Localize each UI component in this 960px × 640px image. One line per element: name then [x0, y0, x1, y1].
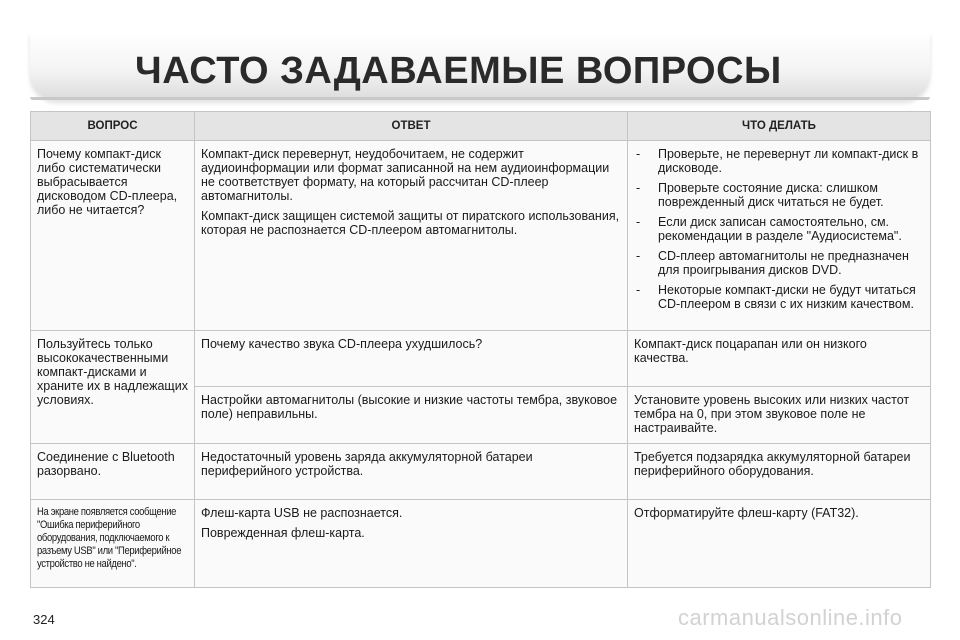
answer-cell: Настройки автомагнитолы (высокие и низкие частоты тембра, звуковое поле) неправильны. [195, 387, 628, 444]
page-number: 324 [33, 612, 55, 627]
question-cell: Почему компакт-диск либо систематически выбрасывается дисководом CD-плеера, либо не читается? [31, 141, 195, 331]
action-list [634, 147, 924, 311]
list-item: - Проверьте состояние диска: слишком поврежденный диск читаться не будет. [636, 181, 884, 209]
answer-paragraph: Флеш-карта USB не распознается. [201, 506, 403, 520]
action-cell [628, 141, 931, 331]
action-cell: Требуется подзарядка аккумуляторной батареи периферийного оборудования. [628, 444, 931, 500]
table-row [31, 331, 931, 387]
action-cell: Отформатируйте флеш-карту (FAT32). [628, 500, 931, 588]
table-row [31, 444, 931, 500]
column-header-question: ВОПРОС [31, 112, 195, 141]
list-item: - Проверьте, не перевернут ли компакт-диск в дисководе. [636, 147, 919, 175]
question-cell: Соединение с Bluetooth разорвано. [31, 444, 195, 500]
list-item: - Некоторые компакт-диски не будут читаться CD-плеером в связи с их низким качеством. [636, 283, 916, 311]
list-item: - CD-плеер автомагнитолы не предназначен для проигрывания дисков DVD. [636, 249, 909, 277]
watermark: carmanualsonline.info [678, 605, 903, 630]
action-cell: Компакт-диск поцарапан или он низкого качества. [628, 331, 931, 387]
answer-paragraph: Поврежденная флеш-карта. [201, 526, 365, 540]
question-text: На экране появляется сообщение "Ошибка периферийного оборудования, подключаемого к разъему USB" или "Периферийное устройство не найдено". [37, 506, 182, 570]
table-row [31, 500, 931, 588]
answer-cell [195, 141, 628, 331]
column-header-answer: ОТВЕТ [195, 112, 628, 141]
answer-cell: Почему качество звука CD-плеера ухудшилось? [195, 331, 628, 387]
answer-cell: Недостаточный уровень заряда аккумуляторной батареи периферийного устройства. [195, 444, 628, 500]
list-item: - Если диск записан самостоятельно, см. рекомендации в разделе "Аудиосистема". [636, 215, 902, 243]
column-header-action: ЧТО ДЕЛАТЬ [628, 112, 931, 141]
question-cell: Пользуйтесь только высококачественными компакт-дисками и храните их в надлежащих условиях. [31, 331, 195, 444]
answer-paragraph: Компакт-диск перевернут, неудобочитаем, не содержит аудиоинформации или формат записанной на нем аудиоинформации не соответствует формату, на который рассчитан CD-плеер автомагнитолы. [201, 147, 610, 203]
answer-cell [195, 500, 628, 588]
question-cell [31, 500, 195, 588]
action-cell: Установите уровень высоких или низких частот тембра на 0, при этом звуковое поле не настраивайте. [628, 387, 931, 444]
page-title: ЧАСТО ЗАДАВАЕМЫЕ ВОПРОСЫ [135, 50, 782, 92]
table-header-row [31, 112, 931, 141]
faq-table [30, 111, 931, 588]
answer-paragraph: Компакт-диск защищен системой защиты от пиратского использования, которая не распознается CD-плеером автомагнитолы. [201, 209, 620, 237]
table-row [31, 141, 931, 331]
